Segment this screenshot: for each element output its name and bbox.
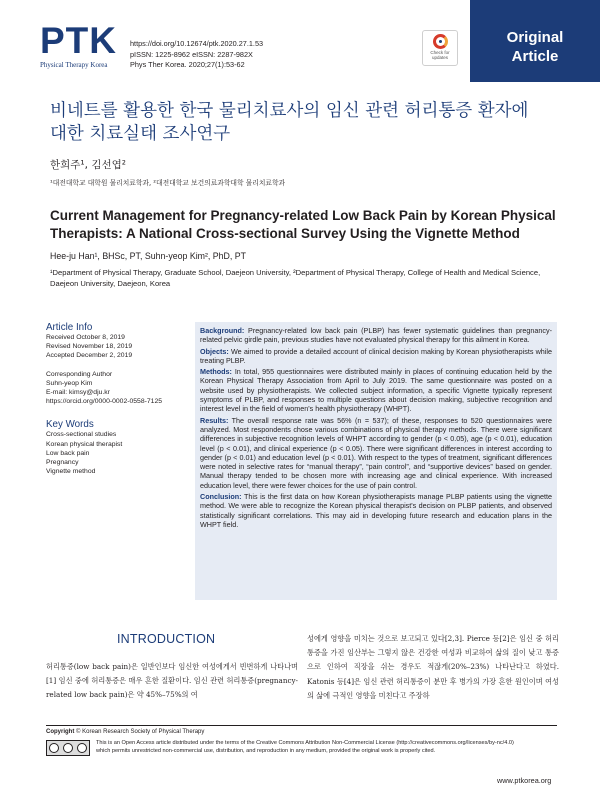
abstract-objects bbox=[200, 347, 552, 366]
korean-title: 비네트를 활용한 한국 물리치료사의 임신 관련 허리통증 환자에 대한 치료실태 조사연구 bbox=[50, 101, 529, 144]
introduction-heading: INTRODUCTION bbox=[117, 632, 216, 646]
korean-authors: 한희주¹, 김선엽² bbox=[50, 159, 126, 171]
keyword-item: Cross-sectional studies bbox=[46, 431, 117, 439]
corresponding-email[interactable]: E-mail: kimsy@dju.kr bbox=[46, 389, 110, 397]
article-sidebar bbox=[46, 322, 186, 476]
keyword-item: Low back pain bbox=[46, 449, 90, 457]
english-title: Current Management for Pregnancy-related Low Back Pain by Korean Physical Therapists: A National Cross-sectional Survey Using the Vignette Method bbox=[50, 208, 556, 241]
nc-icon bbox=[77, 743, 87, 753]
license-text bbox=[96, 739, 558, 755]
copyright-label: Copyright bbox=[46, 729, 75, 735]
conclusion-text: This is the first data on how Korean physiotherapists manage PLBP patients using the vignette method. We were able to recognize the Korean physical therapist's decision on PLBP patients, and observed statistically significant correlations. This may aid in developing future research and education plans in the WHPT field. bbox=[200, 492, 552, 529]
article-type-box bbox=[470, 0, 600, 82]
results-label: Results: bbox=[200, 415, 229, 425]
conclusion-label: Conclusion: bbox=[200, 492, 242, 502]
by-icon bbox=[63, 743, 73, 753]
license-line-1: This is an Open Access article distributed under the terms of the Creative Commons Attribution Non-Commercial License (http://creativecommons.org/licenses/by-nc/4.0) bbox=[96, 740, 514, 746]
cc-icon bbox=[49, 743, 59, 753]
body-column-left: 허리통증(low back pain)은 일반인보다 임신한 여성에게서 빈번하게 나타나며[1] 임신 중에 허리통증은 매우 흔한 질환이다. 임신 관련 허리통증(pregnancy-related low back pain)은 약 45%–75%의 여 bbox=[46, 662, 298, 700]
abstract-conclusion bbox=[200, 492, 552, 529]
abstract-background bbox=[200, 326, 552, 345]
check-updates-label: Check for updates bbox=[430, 50, 450, 60]
english-affiliations: ¹Department of Physical Therapy, Graduate School, Daejeon University, ²Department of Physical Therapy, College of Health and Medical Science, Daejeon University, Daejeon, Korea bbox=[50, 268, 541, 288]
keyword-item: Vignette method bbox=[46, 468, 96, 476]
copyright-line bbox=[46, 729, 204, 735]
korean-affiliations: ¹대전대학교 대학원 물리치료학과, ²대전대학교 보건의료과학대학 물리치료학과 bbox=[50, 179, 286, 187]
background-text: Pregnancy-related low back pain (PLBP) has fewer systematic guidelines than pregnancy-related pelvic girdle pain, previous studies have not evaluated physical therapy for this ailment in Korea. bbox=[200, 326, 552, 345]
journal-logo bbox=[40, 22, 120, 69]
check-updates-icon bbox=[433, 34, 448, 49]
abstract-box bbox=[195, 322, 557, 600]
article-type-line1: Original bbox=[506, 29, 564, 46]
received-date: Received October 8, 2019 bbox=[46, 334, 125, 341]
issn-line: pISSN: 1225-8962 eISSN: 2287-982X bbox=[130, 49, 253, 59]
license-line-2: which permits unrestricted non-commercial use, distribution, and reproduction in any medium, provided the original work is properly cited. bbox=[96, 748, 436, 755]
objects-text: We aimed to provide a detailed account of clinical decision making by Korean physiotherapists while treating PLBP. bbox=[200, 346, 552, 365]
results-text: The overall response rate was 56% (n = 537); of these, responses to 520 questionnaires were analyzed. Most respondents chose various combinations of physical therapy methods. There were significant differences in subjective recognition levels of WHPT according to gender (p < 0.05), age (p < 0.01), education level (p < 0.01), and clinical experience (p < 0.05). There were significant differences in interest according to gender (p < 0.01) and education level (p < 0.01). With respect to the types of treatment, significant differences were noted in selective rates for “manual therapy”, “pain control”, and “supportive devices” based on gender. Manual therapy tended to be chosen more with increasing age and clinical experience. With increased education level, there were fewer choices for the use of pain control. bbox=[200, 415, 552, 490]
article-type-line2: Article bbox=[511, 48, 559, 65]
revised-date: Revised November 18, 2019 bbox=[46, 343, 133, 351]
journal-logo-subtitle: Physical Therapy Korea bbox=[40, 61, 108, 69]
methods-label: Methods: bbox=[200, 367, 232, 377]
orcid-link[interactable]: https://orcid.org/0000-0002-0558-7125 bbox=[46, 398, 163, 406]
citation-line: Phys Ther Korea. 2020;27(1):53-62 bbox=[130, 60, 245, 69]
methods-text: In total, 955 questionnaires were distributed mainly in places of continuing education held by the Korean Physical Therapy Association from April to July 2019. The same questionnaire was posted on a website used by physiotherapists. We collected subject information, a specific Vignette typically represent symptoms of PLBP, and responses to multiple questions about decision making, subjective recognition and interest level in the field of women's health physiotherapy (WHPT). bbox=[200, 367, 553, 414]
corresponding-name: Suhn-yeop Kim bbox=[46, 379, 93, 387]
copyright-text: © Korean Research Society of Physical Therapy bbox=[76, 729, 205, 735]
cc-license-icon[interactable] bbox=[46, 740, 90, 756]
objects-label: Objects: bbox=[200, 346, 229, 356]
accepted-date: Accepted December 2, 2019 bbox=[46, 352, 133, 360]
keyword-item: Pregnancy bbox=[46, 459, 79, 467]
journal-logo-mark: PTK bbox=[40, 20, 117, 61]
keywords-heading: Key Words bbox=[46, 419, 94, 431]
footer-divider bbox=[46, 725, 557, 726]
background-label: Background: bbox=[200, 326, 245, 335]
abstract-results bbox=[200, 416, 552, 490]
abstract-methods bbox=[200, 367, 552, 413]
article-info-heading: Article Info bbox=[46, 322, 93, 333]
journal-website[interactable]: www.ptkorea.org bbox=[497, 776, 552, 785]
corresponding-label: Corresponding Author bbox=[46, 370, 113, 378]
english-authors: Hee-ju Han¹, BHSc, PT, Suhn-yeop Kim², PhD, PT bbox=[50, 251, 247, 261]
body-column-right: 성에게 영향을 미치는 것으로 보고되고 있다[2,3]. Pierce 등[2]은 임신 중 허리통증을 가진 임산부는 그렇지 않은 건강한 여성과 비교하여 삶의 질이 낮고 통증으로 인하여 직장을 쉬는 경우도 적잖게(20%–23%) 나타난다고 하였다. Katonis 등[4]은 임신 관련 허리통증이 분만 후 병가의 가장 흔한 원인이며 여성의 삶에 극적인 영향을 미친다고 주장하 bbox=[307, 634, 559, 700]
doi-link[interactable]: https://doi.org/10.12674/ptk.2020.27.1.53 bbox=[130, 39, 264, 48]
check-for-updates-badge[interactable] bbox=[422, 30, 458, 66]
keyword-item: Korean physical therapist bbox=[46, 440, 123, 448]
publication-info bbox=[130, 39, 263, 71]
